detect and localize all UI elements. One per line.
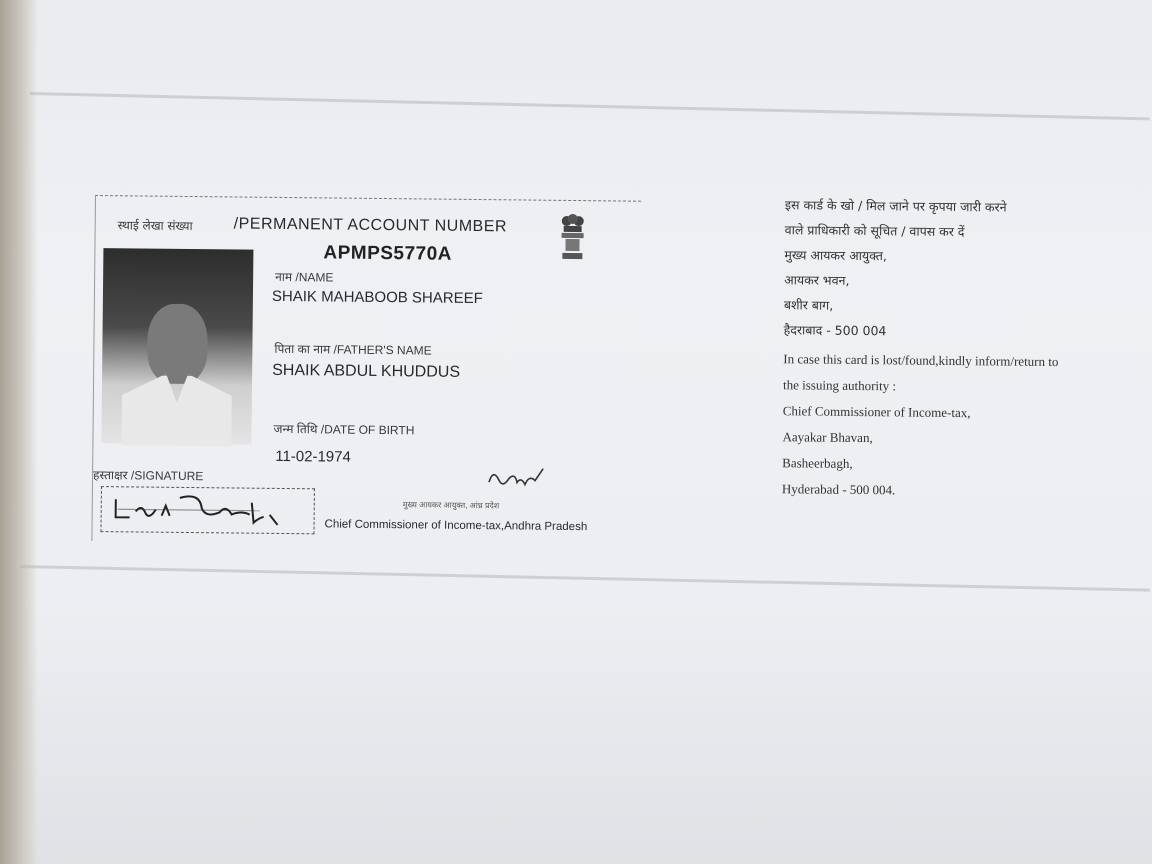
pan-number: APMPS5770A bbox=[323, 242, 453, 265]
issuer-title: Chief Commissioner of Income-tax,Andhra Pradesh bbox=[324, 518, 588, 534]
holder-signature-box bbox=[100, 486, 314, 534]
back-english-line: Chief Commissioner of Income-tax, bbox=[782, 403, 971, 421]
back-english-text bbox=[782, 346, 1152, 506]
back-english-line: the issuing authority : bbox=[782, 377, 897, 394]
photo-face bbox=[147, 304, 208, 385]
photo-shirt bbox=[121, 373, 232, 446]
back-english-line: In case this card is lost/found,kindly inform/return to bbox=[783, 351, 1059, 370]
issuer-title-hindi: मुख्य आयकर आयुक्त, आंध्र प्रदेश bbox=[402, 500, 500, 511]
pan-label-hindi: स्थाई लेखा संख्या bbox=[117, 218, 193, 234]
card-front bbox=[91, 195, 641, 547]
back-hindi-text bbox=[783, 192, 1152, 346]
back-hindi-line: इस कार्ड के खो / मिल जाने पर कृपया जारी करने bbox=[784, 197, 1007, 215]
father-name: SHAIK ABDUL KHUDDUS bbox=[272, 361, 461, 381]
name-label: नाम /NAME bbox=[275, 269, 334, 285]
holder-signature bbox=[101, 487, 313, 533]
issuer-signature bbox=[483, 462, 553, 493]
back-english-line: Aayakar Bhavan, bbox=[782, 429, 873, 446]
back-english-line: Hyderabad - 500 004. bbox=[781, 481, 896, 498]
father-name-label: पिता का नाम /FATHER'S NAME bbox=[274, 341, 432, 358]
pan-card-photocopy bbox=[91, 195, 1152, 566]
back-english-line: Basheerbagh, bbox=[782, 455, 853, 471]
national-emblem-icon bbox=[557, 211, 588, 263]
back-hindi-line: हैदराबाद - 500 004 bbox=[783, 322, 887, 339]
back-hindi-line: आयकर भवन, bbox=[784, 272, 850, 288]
holder-photo bbox=[101, 248, 253, 445]
back-hindi-line: मुख्य आयकर आयुक्त, bbox=[784, 247, 888, 264]
pan-label: /PERMANENT ACCOUNT NUMBER bbox=[233, 215, 508, 236]
holder-name: SHAIK MAHABOOB SHAREEF bbox=[271, 287, 483, 308]
dob-label: जन्म तिथि /DATE OF BIRTH bbox=[273, 421, 415, 438]
back-hindi-line: बशीर बाग, bbox=[783, 297, 834, 313]
paper-edge-shadow bbox=[0, 0, 38, 864]
date-of-birth: 11-02-1974 bbox=[275, 447, 351, 466]
signature-label: हस्ताक्षर /SIGNATURE bbox=[92, 467, 204, 484]
card-back bbox=[782, 192, 1152, 506]
back-hindi-line: वाले प्राधिकारी को सूचित / वापस कर दें bbox=[784, 222, 965, 240]
